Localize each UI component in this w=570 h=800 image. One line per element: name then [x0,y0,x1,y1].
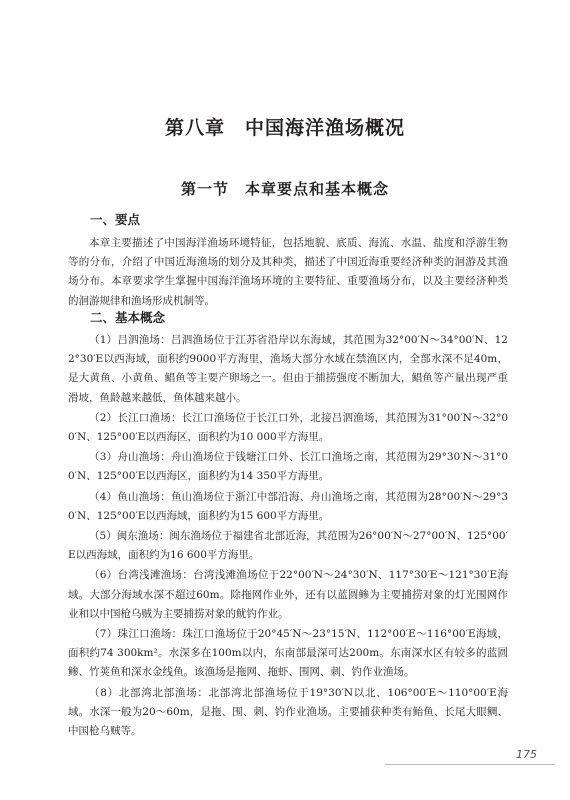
concepts-heading: 二、基本概念 [90,310,166,325]
section-title: 第一节 本章要点和基本概念 [180,180,389,198]
concept-item-changjiangkou: （2）长江口渔场：长江口渔场位于长江口外，北接吕泗渔场，其范围为31°00′N～32°00′N、125°00′E以西海区，面积约为10 000平方海里。 [68,411,508,444]
points-heading: 一、要点 [90,212,141,227]
concept-item-lvsi: （1）吕泗渔场：吕泗渔场位于江苏省沿岸以东海域，其范围为32°00′N～34°00′N、122°30′E以西海域，面积约9000平方海里，渔场大部分水域在禁渔区内，全部水深不足40m，是大黄鱼、小黄鱼、鲳鱼等主要产卵场之一。但由于捕捞强度不断加大，鲳鱼等产量出现严重滑坡，鱼龄越来越低，鱼体越来越小。 [68,334,508,404]
concept-item-zhoushan: （3）舟山渔场：舟山渔场位于钱塘江口外、长江口渔场之南，其范围为29°30′N～31°00′N、125°00′E以西海区，面积约为14 350平方海里。 [68,451,508,483]
points-paragraph: 本章主要描述了中国海洋渔场环境特征，包括地貌、底质、海流、水温、盐度和浮游生物等的分布，介绍了中国近海渔场的划分及其种类，描述了中国近海重要经济种类的洄游及其渔场分布。本章要求学生掌握中国海洋渔场环境的主要特征、重要渔场分布，以及主要经济种类的洄游规律和渔场形成机制等。 [68,237,508,307]
concept-item-taiwan-shoal: （6）台湾浅滩渔场：台湾浅滩渔场位于22°00′N～24°30′N、117°30′E～121°30′E海域。大部分海域水深不超过60m。除拖网作业外，还有以蓝圆鲹为主要捕捞对象的灯光围网作业和以中国枪乌贼为主要捕捞对象的鱿钓作业。 [68,569,508,620]
concept-item-mindong: （5）闽东渔场：闽东渔场位于福建省北部近海，其范围为26°00′N～27°00′N、125°00′E以西海域，面积约为16 600平方海里。 [68,530,508,562]
chapter-title: 第八章 中国海洋渔场概况 [164,117,405,139]
concepts-list [68,331,508,742]
page-number: 175 [516,748,537,761]
points-section [68,234,508,311]
concept-item-beibuwan: （8）北部湾北部渔场：北部湾北部渔场位于19°30′N以北、106°00′E～110°00′E海域。水深一般为20～60m，是拖、围、刺、钓作业渔场。主要捕获种类有鲐鱼、长尾大眼鲷、中国枪乌贼等。 [68,686,508,738]
footer-rule [385,764,555,765]
concept-item-yushan: （4）鱼山渔场：鱼山渔场位于浙江中部沿海、舟山渔场之南，其范围为28°00′N～29°30′N、125°00′E以西海域，面积约为15 600平方海里。 [68,490,508,522]
concept-item-zhujiangkou: （7）珠江口渔场：珠江口渔场位于20°45′N～23°15′N、112°00′E～116°00′E海域，面积约74 300km²。水深多在100m以内，东南部最深可达200m。东南深水区有较多的蓝圆鲹、竹荚鱼和深水金线鱼。该渔场是拖网、拖虾、围网、刺、钓作业渔场。 [68,628,508,679]
